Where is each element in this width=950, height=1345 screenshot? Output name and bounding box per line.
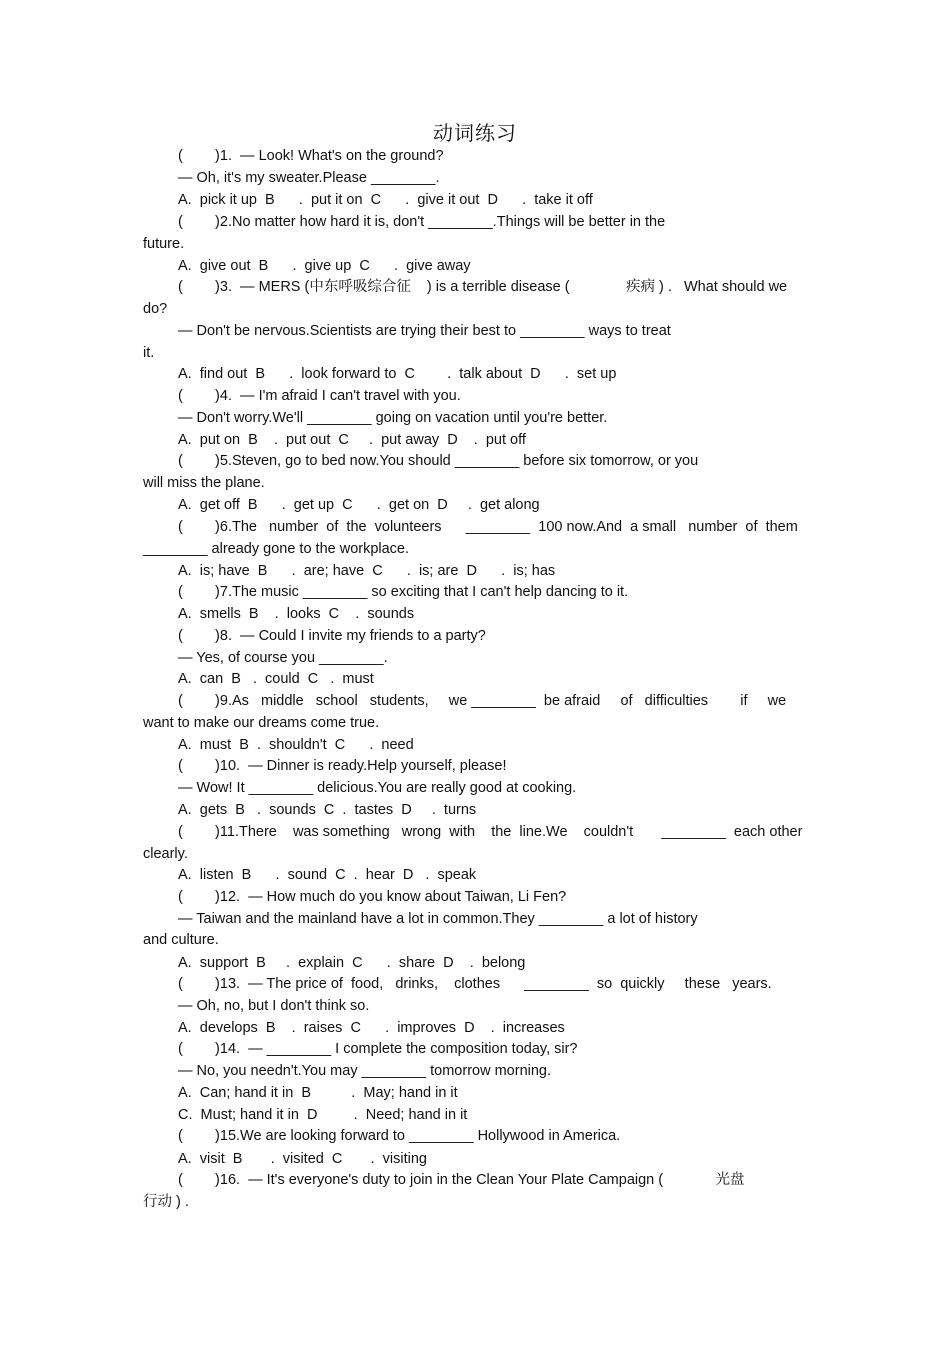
question-11-stem-cont: clearly. xyxy=(143,846,188,862)
question-3-stem-cont: do? xyxy=(143,301,168,317)
question-12-dialogue: — Taiwan and the mainland have a lot in common.They ________ a lot of history xyxy=(178,911,698,927)
question-9-stem-cont: want to make our dreams come true. xyxy=(143,715,380,731)
question-10-stem: ( )10. — Dinner is ready.Help yourself, please! xyxy=(178,758,507,774)
question-5-options: A. get off B . get up C . get on D . get along xyxy=(178,497,540,513)
question-13-stem: ( )13. — The price of food, drinks, clothes ________ so quickly these years. xyxy=(178,976,772,992)
question-11-options: A. listen B . sound C . hear D . speak xyxy=(178,867,477,883)
question-12-dialogue-cont: and culture. xyxy=(143,932,219,948)
question-1-options: A. pick it up B . put it on C . give it out D . take it off xyxy=(178,192,593,208)
question-10-dialogue: — Wow! It ________ delicious.You are really good at cooking. xyxy=(178,780,577,796)
question-9-stem: ( )9.As middle school students, we ________ be afraid of difficulties if we xyxy=(178,693,787,709)
question-14-options-cd: C. Must; hand it in D . Need; hand in it xyxy=(178,1107,468,1123)
question-9-options: A. must B . shouldn't C . need xyxy=(178,737,414,753)
question-15-stem: ( )15.We are looking forward to ________ Hollywood in America. xyxy=(178,1128,621,1144)
question-10-options: A. gets B . sounds C . tastes D . turns xyxy=(178,802,477,818)
question-7-options: A. smells B . looks C . sounds xyxy=(178,606,415,622)
question-11-stem: ( )11.There was something wrong with the line.We couldn't ________ each other xyxy=(178,824,803,840)
question-7-stem: ( )7.The music ________ so exciting that I can't help dancing to it. xyxy=(178,584,629,600)
question-14-stem: ( )14. — ________ I complete the composition today, sir? xyxy=(178,1041,578,1057)
question-4-options: A. put on B . put out C . put away D . put off xyxy=(178,432,526,448)
question-3-dialogue-cont: it. xyxy=(143,345,155,361)
page-title: 动词练习 xyxy=(433,121,517,145)
question-3-stem: ( )3. — MERS (中东呼吸综合征 ) is a terrible disease ( 疾病 ) . What should we xyxy=(178,279,788,295)
question-14-options-ab: A. Can; hand it in B . May; hand in it xyxy=(178,1085,458,1101)
question-15-options: A. visit B . visited C . visiting xyxy=(178,1151,427,1167)
question-2-options: A. give out B . give up C . give away xyxy=(178,258,471,274)
question-4-stem: ( )4. — I'm afraid I can't travel with you. xyxy=(178,388,461,404)
question-13-dialogue: — Oh, no, but I don't think so. xyxy=(178,998,370,1014)
question-5-stem-cont: will miss the plane. xyxy=(143,475,265,491)
question-3-dialogue: — Don't be nervous.Scientists are trying their best to ________ ways to treat xyxy=(178,323,671,339)
question-1-stem: ( )1. — Look! What's on the ground? xyxy=(178,148,444,164)
question-5-stem: ( )5.Steven, go to bed now.You should ________ before six tomorrow, or you xyxy=(178,453,699,469)
question-8-stem: ( )8. — Could I invite my friends to a party? xyxy=(178,628,486,644)
question-6-stem-cont: ________ already gone to the workplace. xyxy=(143,541,410,557)
question-4-dialogue: — Don't worry.We'll ________ going on vacation until you're better. xyxy=(178,410,608,426)
question-12-stem: ( )12. — How much do you know about Taiwan, Li Fen? xyxy=(178,889,567,905)
question-13-options: A. develops B . raises C . improves D . increases xyxy=(178,1020,565,1036)
question-2-stem-cont: future. xyxy=(143,236,185,252)
question-3-options: A. find out B . look forward to C . talk about D . set up xyxy=(178,366,617,382)
question-8-options: A. can B . could C . must xyxy=(178,671,374,687)
question-6-options: A. is; have B . are; have C . is; are D . is; has xyxy=(178,563,556,579)
question-12-options: A. support B . explain C . share D . belong xyxy=(178,955,526,971)
question-1-dialogue: — Oh, it's my sweater.Please ________. xyxy=(178,170,440,186)
question-2-stem: ( )2.No matter how hard it is, don't ________.Things will be better in the xyxy=(178,214,666,230)
question-8-dialogue: — Yes, of course you ________. xyxy=(178,650,388,666)
question-6-stem: ( )6.The number of the volunteers ________ 100 now.And a small number of them xyxy=(178,519,798,535)
question-16-stem-cont: 行动 ) . xyxy=(143,1194,189,1210)
question-14-dialogue: — No, you needn't.You may ________ tomorrow morning. xyxy=(178,1063,552,1079)
question-16-stem: ( )16. — It's everyone's duty to join in the Clean Your Plate Campaign ( 光盘 xyxy=(178,1172,745,1188)
